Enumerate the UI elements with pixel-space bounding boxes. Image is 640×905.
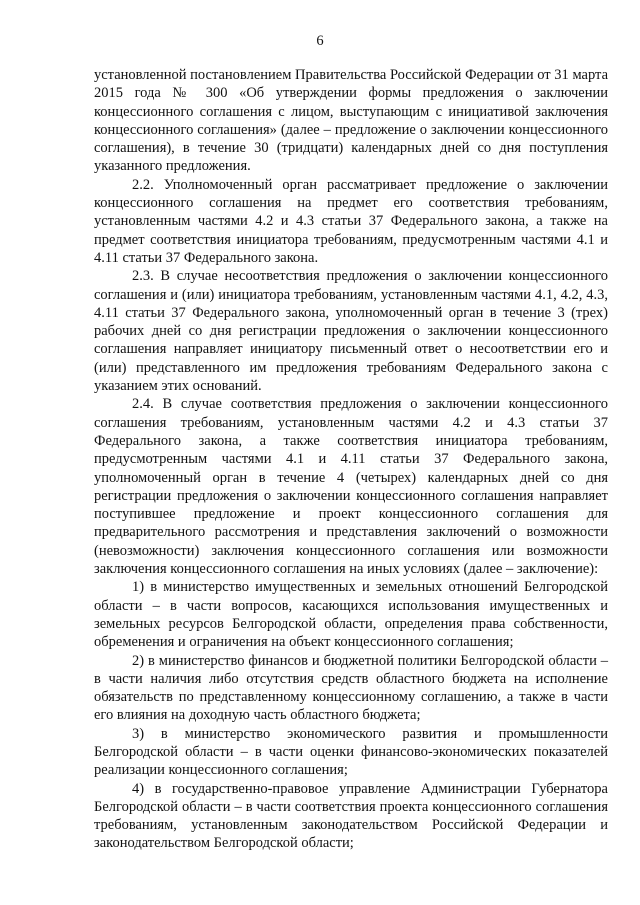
list-item-3: 3) в министерство экономического развития и промышленности Белгородской области – в части оценки финансово-экономических показателей реализации концессионного соглашения; <box>94 725 608 779</box>
paragraph-continuation: установленной постановлением Правительства Российской Федерации от 31 марта 2015 года № 300 «Об утверждении формы предложения о заключении концессионного соглашения с лицом, выступающим с инициативой заключения концессионного соглашения» (далее – предложение о заключении концессионного соглашения), в течение 30 (тридцати) календарных дней со дня поступления указанного предложения. <box>94 67 608 175</box>
list-item-4: 4) в государственно-правовое управление Администрации Губернатора Белгородской области – в части соответствия проекта концессионного соглашения требованиям, установленным законодательством Российской Федерации и законодательством Белгородской области; <box>94 780 608 852</box>
paragraph-2-3: 2.3. В случае несоответствия предложения о заключении концессионного соглашения и (или) инициатора требованиям, установленным частями 4.1, 4.2, 4.3, 4.11 статьи 37 Федерального закона, уполномоченный орган в течение 3 (трех) рабочих дней со дня регистрации предложения о заключении концессионного соглашения направляет инициатору письменный ответ о несоответствии его и (или) представленного им предложения требованиям Федерального закона с указанием этих оснований. <box>94 268 608 395</box>
paragraph-2-4: 2.4. В случае соответствия предложения о заключении концессионного соглашения требованиям, установленным частями 4.2 и 4.3 статьи 37 Федерального закона, а также соответствия инициатора требованиям, предусмотренным частями 4.1 и 4.11 статьи 37 Федерального закона, уполномоченный орган в течение 4 (четырех) календарных дней со дня регистрации предложения о заключении концессионного соглашения направляет поступившее предложение и проект концессионного соглашения для предварительного рассмотрения и представления заключений о возможности (невозможности) заключения концессионного соглашения или возможности заключения концессионного соглашения на иных условиях (далее – заключение): <box>94 396 608 578</box>
document-body <box>94 66 608 853</box>
list-item-1: 1) в министерство имущественных и земельных отношений Белгородской области – в части вопросов, касающихся использования имущественных и земельных ресурсов Белгородской области, определения права собственности, обременения и ограничения на объект концессионного соглашения; <box>94 579 608 651</box>
paragraph-2-2: 2.2. Уполномоченный орган рассматривает предложение о заключении концессионного соглашения на предмет его соответствия требованиям, установленным частями 4.2 и 4.3 статьи 37 Федерального закона, а также на предмет соответствия инициатора требованиям, предусмотренным частями 4.1 и 4.11 статьи 37 Федерального закона. <box>94 176 608 266</box>
list-item-2: 2) в министерство финансов и бюджетной политики Белгородской области – в части наличия либо отсутствия средств областного бюджета на исполнение обязательств по представленному концессионному соглашению, а также в части его влияния на доходную часть областного бюджета; <box>94 652 608 724</box>
page-number: 6 <box>316 33 324 49</box>
